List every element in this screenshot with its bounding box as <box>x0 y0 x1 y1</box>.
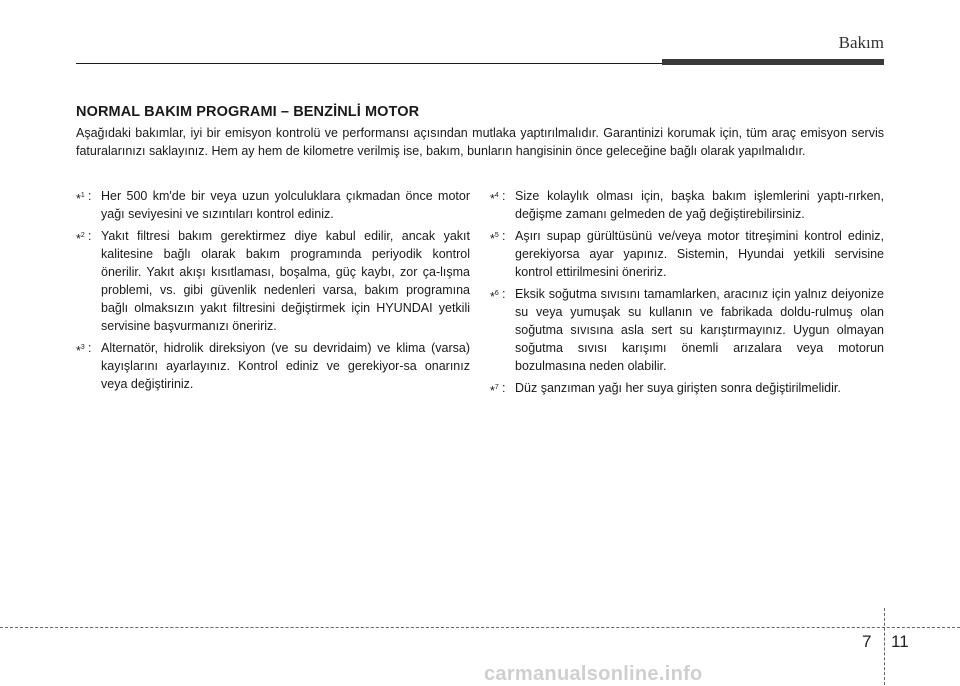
footnote-marker: *$^7$ <box>490 384 499 398</box>
footnote-colon: : <box>502 189 506 203</box>
watermark: carmanualsonline.info <box>484 663 703 685</box>
footnote-1 <box>76 187 470 223</box>
footnote-marker: *$^5$ <box>490 232 499 246</box>
footnote-text: Her 500 km'de bir veya uzun yolculuklara çıkmadan önce motor yağı seviyesini ve sızıntıları kontrol ediniz. <box>101 189 470 221</box>
footer-divider <box>0 627 960 628</box>
footnote-text: Yakıt filtresi bakım gerektirmez diye kabul edilir, ancak yakıt kalitesine bağlı olarak bakım programında periyodik kontrol önerilir. Yakıt akışı kısıtlaması, boşalma, güç kaybı, zor ça-lışma problemi, vs. gibi güvenlik nedenleri varsa, bakım programına bağlı olmaksızın yakıt filtresini değiştirmek için HYUNDAI yetkili servisine başvurmanızı öneririz. <box>101 229 470 333</box>
footnote-5 <box>490 227 884 281</box>
footnote-marker: *$^4$ <box>490 192 499 206</box>
footnote-3 <box>76 339 470 393</box>
footnote-colon: : <box>502 229 506 243</box>
running-header-title: Bakım <box>838 33 884 52</box>
footnote-colon: : <box>88 229 92 243</box>
footnote-text: Size kolaylık olması için, başka bakım işlemlerini yaptı-rırken, değişme zamanı gelmeden de yağ değiştirebilirsiniz. <box>515 189 884 221</box>
footnote-4 <box>490 187 884 223</box>
footnote-6 <box>490 285 884 375</box>
footnote-marker: *$^3$ <box>76 344 85 358</box>
footnote-colon: : <box>88 341 92 355</box>
footnote-marker: *$^1$ <box>76 192 85 206</box>
chapter-number: 7 <box>862 632 872 651</box>
footnote-colon: : <box>502 381 506 395</box>
footnote-7 <box>490 379 884 400</box>
footnote-2 <box>76 227 470 335</box>
footnote-text: Alternatör, hidrolik direksiyon (ve su devridaim) ve klima (varsa) kayışlarını ayarlayınız. Kontrol ediniz ve gerekiyor-sa onarınız veya değiştiriniz. <box>101 341 470 391</box>
footnote-colon: : <box>502 287 506 301</box>
page-number: 11 <box>891 632 909 651</box>
intro-paragraph: Aşağıdaki bakımlar, iyi bir emisyon kontrolü ve performansı açısından mutlaka yaptırılmalıdır. Garantinizi korumak için, tüm araç emisyon servis faturalarınızı saklayınız. Hem ay hem de kilometre verilmiş ise, bakım, bunların hangisinin önce geleceğine bağlı olarak yapılmalıdır. <box>76 126 884 158</box>
header-divider-thin <box>76 63 666 64</box>
notes-column-right <box>490 187 884 404</box>
footnote-text: Aşırı supap gürültüsünü ve/veya motor titreşimini kontrol ediniz, gerekiyorsa ayar yapınız. Sistemin, Hyundai yetkili servisine kontrol ettirilmesini öneririz. <box>515 229 884 279</box>
notes-column-left <box>76 187 470 397</box>
footnote-marker: *$^6$ <box>490 290 499 304</box>
footer-vertical-divider <box>884 608 885 685</box>
section-title: NORMAL BAKIM PROGRAMI – BENZİNLİ MOTOR <box>76 104 420 120</box>
header-divider-thick <box>662 59 884 65</box>
footnote-colon: : <box>88 189 92 203</box>
footnote-marker: *$^2$ <box>76 232 85 246</box>
footnote-text: Düz şanzıman yağı her suya girişten sonra değiştirilmelidir. <box>515 381 841 395</box>
footnote-text: Eksik soğutma sıvısını tamamlarken, aracınız için yalnız deiyonize su veya yumuşak su kullanın ve fabrikada doldu-rulmuş olan soğutma sıvısına asla sert su karıştırmayınız. Uygun olmayan soğutma sıvısı karışımı önemli arızalara veya motorun bozulmasına neden olabilir. <box>515 287 884 373</box>
